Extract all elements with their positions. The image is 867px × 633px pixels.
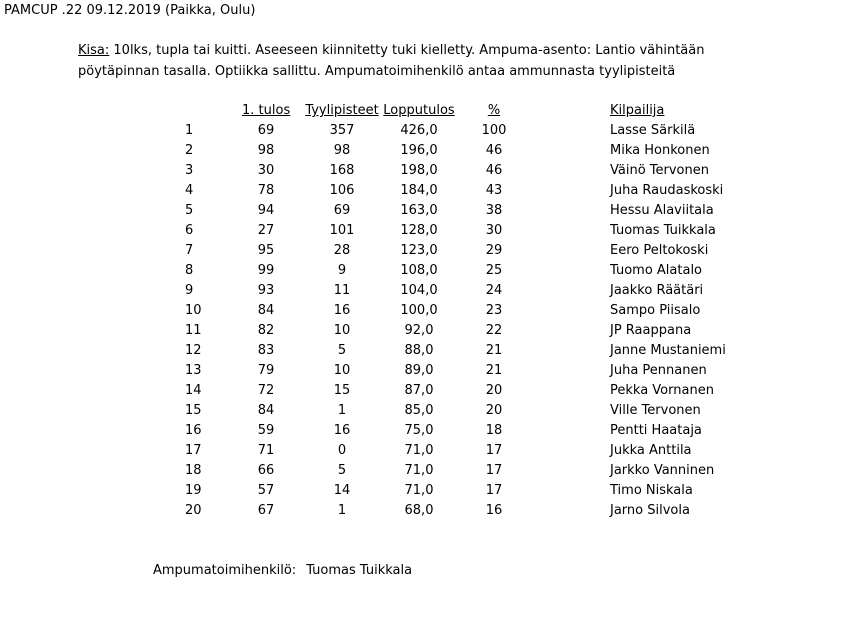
cell-percent: 46 (485, 143, 503, 158)
cell-lopputulos: 104,0 (400, 283, 438, 298)
cell-tulos: 79 (257, 363, 275, 378)
cell-position: 11 (185, 323, 202, 338)
cell-position: 16 (185, 423, 202, 438)
table-row (0, 161, 867, 181)
cell-tulos: 69 (257, 123, 275, 138)
cell-lopputulos: 71,0 (404, 463, 434, 478)
cell-tulos: 93 (257, 283, 275, 298)
cell-position: 18 (185, 463, 202, 478)
cell-tulos: 59 (257, 423, 275, 438)
cell-kilpailija: JP Raappana (610, 323, 692, 338)
cell-kilpailija: Mika Honkonen (610, 143, 710, 158)
cell-lopputulos: 426,0 (400, 123, 438, 138)
cell-position: 12 (185, 343, 202, 358)
cell-position: 3 (185, 163, 194, 178)
cell-tulos: 99 (257, 263, 275, 278)
cell-position: 8 (185, 263, 194, 278)
cell-tulos: 84 (257, 303, 275, 318)
table-row (0, 441, 867, 461)
cell-lopputulos: 75,0 (404, 423, 434, 438)
table-row (0, 381, 867, 401)
cell-position: 5 (185, 203, 194, 218)
cell-position: 4 (185, 183, 194, 198)
official-line (153, 561, 412, 581)
cell-tulos: 83 (257, 343, 275, 358)
cell-position: 6 (185, 223, 194, 238)
cell-tyylipisteet: 101 (329, 223, 355, 238)
cell-percent: 16 (485, 503, 503, 518)
table-row (0, 501, 867, 521)
table-row (0, 241, 867, 261)
table-row (0, 341, 867, 361)
cell-lopputulos: 71,0 (404, 443, 434, 458)
header-kilpailija: Kilpailija (610, 103, 665, 118)
cell-tyylipisteet: 5 (337, 463, 347, 478)
cell-kilpailija: Lasse Särkilä (610, 123, 696, 138)
cell-position: 15 (185, 403, 202, 418)
cell-kilpailija: Sampo Piisalo (610, 303, 701, 318)
cell-percent: 21 (485, 363, 503, 378)
cell-percent: 20 (485, 383, 503, 398)
table-row (0, 481, 867, 501)
cell-kilpailija: Timo Niskala (610, 483, 693, 498)
table-row (0, 361, 867, 381)
cell-percent: 29 (485, 243, 503, 258)
cell-kilpailija: Jarno Silvola (610, 503, 690, 518)
cell-lopputulos: 68,0 (404, 503, 434, 518)
cell-tulos: 72 (257, 383, 275, 398)
cell-tyylipisteet: 0 (337, 443, 347, 458)
cell-lopputulos: 87,0 (404, 383, 434, 398)
cell-tyylipisteet: 357 (329, 123, 355, 138)
document-title: PAMCUP .22 09.12.2019 (Paikka, Oulu) (4, 3, 256, 18)
cell-tyylipisteet: 15 (333, 383, 351, 398)
table-row (0, 261, 867, 281)
cell-lopputulos: 71,0 (404, 483, 434, 498)
cell-position: 9 (185, 283, 194, 298)
table-row (0, 301, 867, 321)
cell-kilpailija: Eero Peltokoski (610, 243, 709, 258)
cell-kilpailija: Tuomo Alatalo (610, 263, 703, 278)
cell-tyylipisteet: 28 (333, 243, 351, 258)
cell-lopputulos: 92,0 (404, 323, 434, 338)
cell-kilpailija: Ville Tervonen (610, 403, 701, 418)
cell-percent: 17 (485, 483, 503, 498)
cell-percent: 17 (485, 443, 503, 458)
cell-position: 19 (185, 483, 202, 498)
cell-tyylipisteet: 10 (333, 323, 351, 338)
cell-tyylipisteet: 98 (333, 143, 351, 158)
cell-tulos: 94 (257, 203, 275, 218)
cell-tulos: 71 (257, 443, 275, 458)
cell-kilpailija: Janne Mustaniemi (610, 343, 726, 358)
cell-lopputulos: 196,0 (400, 143, 438, 158)
cell-position: 14 (185, 383, 202, 398)
cell-position: 20 (185, 503, 202, 518)
cell-kilpailija: Juha Raudaskoski (610, 183, 724, 198)
cell-kilpailija: Hessu Alaviitala (610, 203, 714, 218)
cell-position: 10 (185, 303, 202, 318)
cell-percent: 38 (485, 203, 503, 218)
cell-tyylipisteet: 10 (333, 363, 351, 378)
table-row (0, 181, 867, 201)
cell-kilpailija: Jukka Anttila (610, 443, 692, 458)
cell-tyylipisteet: 5 (337, 343, 347, 358)
cell-percent: 23 (485, 303, 503, 318)
table-row (0, 201, 867, 221)
cell-position: 7 (185, 243, 194, 258)
cell-position: 17 (185, 443, 202, 458)
table-row (0, 121, 867, 141)
cell-tyylipisteet: 16 (333, 423, 351, 438)
cell-tyylipisteet: 1 (337, 403, 347, 418)
description-label: Kisa: (78, 43, 110, 58)
cell-tulos: 98 (257, 143, 275, 158)
cell-tulos: 30 (257, 163, 275, 178)
cell-lopputulos: 88,0 (404, 343, 434, 358)
header-percent: % (487, 103, 501, 118)
cell-kilpailija: Väinö Tervonen (610, 163, 709, 178)
table-row (0, 281, 867, 301)
cell-percent: 17 (485, 463, 503, 478)
description-text: 10lks, tupla tai kuitti. Aseeseen kiinnitetty tuki kielletty. Ampuma-asento: Lantio vähintään pöytäpinnan tasalla. Optiikka sallittu. Ampumatoimihenkilö antaa ammunnasta tyylipisteitä (78, 43, 705, 79)
cell-tyylipisteet: 16 (333, 303, 351, 318)
cell-tulos: 27 (257, 223, 275, 238)
official-name: Tuomas Tuikkala (306, 563, 413, 578)
table-row (0, 221, 867, 241)
cell-tulos: 78 (257, 183, 275, 198)
cell-lopputulos: 184,0 (400, 183, 438, 198)
header-tulos: 1. tulos (242, 103, 291, 118)
table-row (0, 321, 867, 341)
cell-lopputulos: 123,0 (400, 243, 438, 258)
cell-lopputulos: 100,0 (400, 303, 438, 318)
cell-lopputulos: 108,0 (400, 263, 438, 278)
cell-tyylipisteet: 69 (333, 203, 351, 218)
cell-percent: 25 (485, 263, 503, 278)
cell-position: 1 (185, 123, 194, 138)
cell-tulos: 84 (257, 403, 275, 418)
cell-percent: 24 (485, 283, 503, 298)
cell-tyylipisteet: 14 (333, 483, 351, 498)
cell-percent: 22 (485, 323, 503, 338)
cell-kilpailija: Jaakko Räätäri (610, 283, 704, 298)
cell-kilpailija: Tuomas Tuikkala (610, 223, 716, 238)
cell-tulos: 67 (257, 503, 275, 518)
cell-kilpailija: Juha Pennanen (610, 363, 707, 378)
cell-tulos: 82 (257, 323, 275, 338)
cell-kilpailija: Pekka Vornanen (610, 383, 714, 398)
cell-lopputulos: 198,0 (400, 163, 438, 178)
cell-tyylipisteet: 168 (329, 163, 355, 178)
header-tyylipisteet: Tyylipisteet (305, 103, 379, 118)
official-label: Ampumatoimihenkilö: (153, 563, 297, 578)
cell-tyylipisteet: 9 (337, 263, 347, 278)
table-row (0, 461, 867, 481)
cell-percent: 43 (485, 183, 503, 198)
cell-position: 13 (185, 363, 202, 378)
cell-percent: 20 (485, 403, 503, 418)
cell-kilpailija: Jarkko Vanninen (610, 463, 715, 478)
cell-kilpailija: Pentti Haataja (610, 423, 702, 438)
cell-percent: 21 (485, 343, 503, 358)
cell-percent: 100 (481, 123, 507, 138)
cell-tulos: 66 (257, 463, 275, 478)
cell-percent: 18 (485, 423, 503, 438)
table-row (0, 421, 867, 441)
cell-tyylipisteet: 11 (333, 283, 351, 298)
competition-description (78, 40, 758, 82)
cell-tyylipisteet: 106 (329, 183, 355, 198)
cell-tulos: 95 (257, 243, 275, 258)
cell-tulos: 57 (257, 483, 275, 498)
header-lopputulos: Lopputulos (383, 103, 455, 118)
cell-lopputulos: 163,0 (400, 203, 438, 218)
cell-tyylipisteet: 1 (337, 503, 347, 518)
cell-lopputulos: 89,0 (404, 363, 434, 378)
results-table-header (0, 101, 867, 121)
cell-position: 2 (185, 143, 194, 158)
cell-percent: 46 (485, 163, 503, 178)
table-row (0, 401, 867, 421)
cell-percent: 30 (485, 223, 503, 238)
cell-lopputulos: 128,0 (400, 223, 438, 238)
table-row (0, 141, 867, 161)
cell-lopputulos: 85,0 (404, 403, 434, 418)
